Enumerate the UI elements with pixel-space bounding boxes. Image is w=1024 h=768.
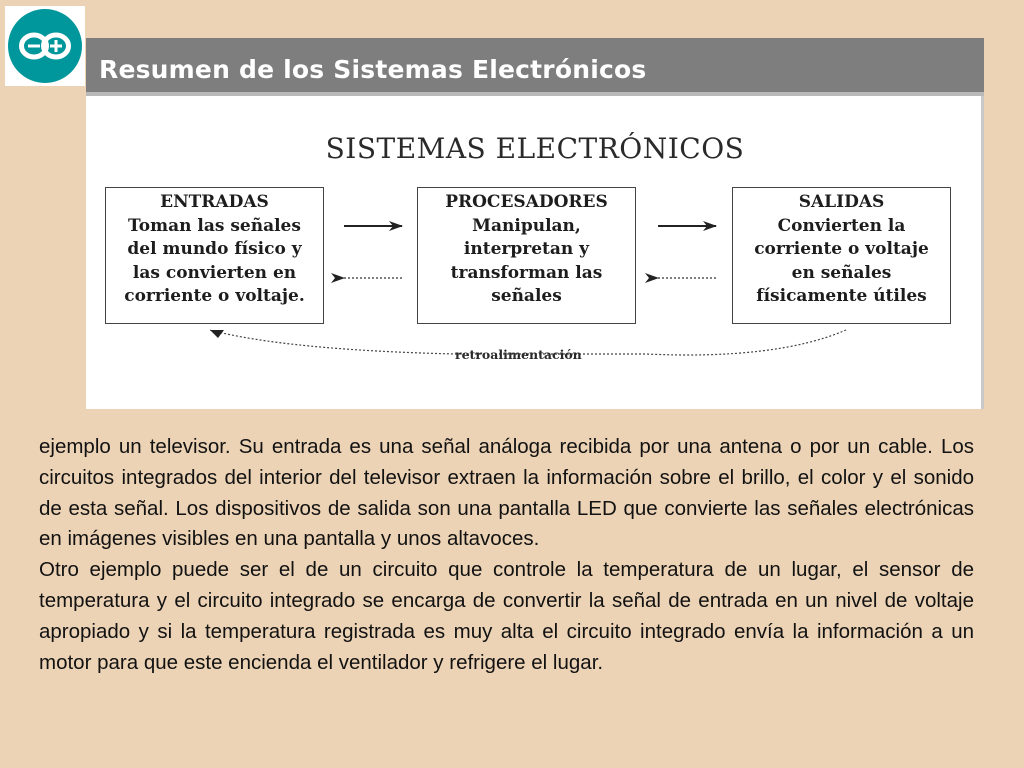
diagram-figure — [86, 38, 984, 409]
arduino-logo — [5, 6, 85, 86]
box-entradas-text: Toman las señales del mundo físico y las convierten en corriente o voltaje. — [124, 215, 305, 306]
paragraph-2: Otro ejemplo puede ser el de un circuito que controle la temperatura de un lugar, el sensor de temperatura y el circuito integrado se encarga de convertir la señal de entrada en un nivel de voltaje apropiado y si la temperatura registrada es muy alta el circuito integrado envía la información a un motor para que este encienda el ventilador y refrigere el lugar. — [39, 558, 974, 674]
paragraph-1: ejemplo un televisor. Su entrada es una señal análoga recibida por una antena o por un cable. Los circuitos integrados del interior del televisor extraen la información sobre el brillo, el color y el sonido de esta señal. Los dispositivos de salida son una pantalla LED que convierte las señales electrónicas en imágenes visibles en una pantalla y unos altavoces. — [39, 435, 974, 551]
box-salidas-title: SALIDAS — [798, 192, 885, 212]
feedback-arrowhead — [210, 330, 224, 338]
arduino-logo-icon — [5, 6, 85, 86]
box-procesadores-title: PROCESADORES — [445, 192, 608, 212]
box-procesadores-text: Manipulan, interpretan y transforman las señales — [450, 215, 603, 306]
figure-title: Resumen de los Sistemas Electrónicos — [99, 55, 647, 84]
feedback-label: retroalimentación — [455, 347, 582, 362]
body-text — [39, 432, 974, 678]
diagram-title: SISTEMAS ELECTRÓNICOS — [325, 132, 745, 165]
box-salidas-text: Convierten la corriente o voltaje en señales físicamente útiles — [754, 215, 929, 306]
box-entradas-title: ENTRADAS — [160, 192, 269, 212]
